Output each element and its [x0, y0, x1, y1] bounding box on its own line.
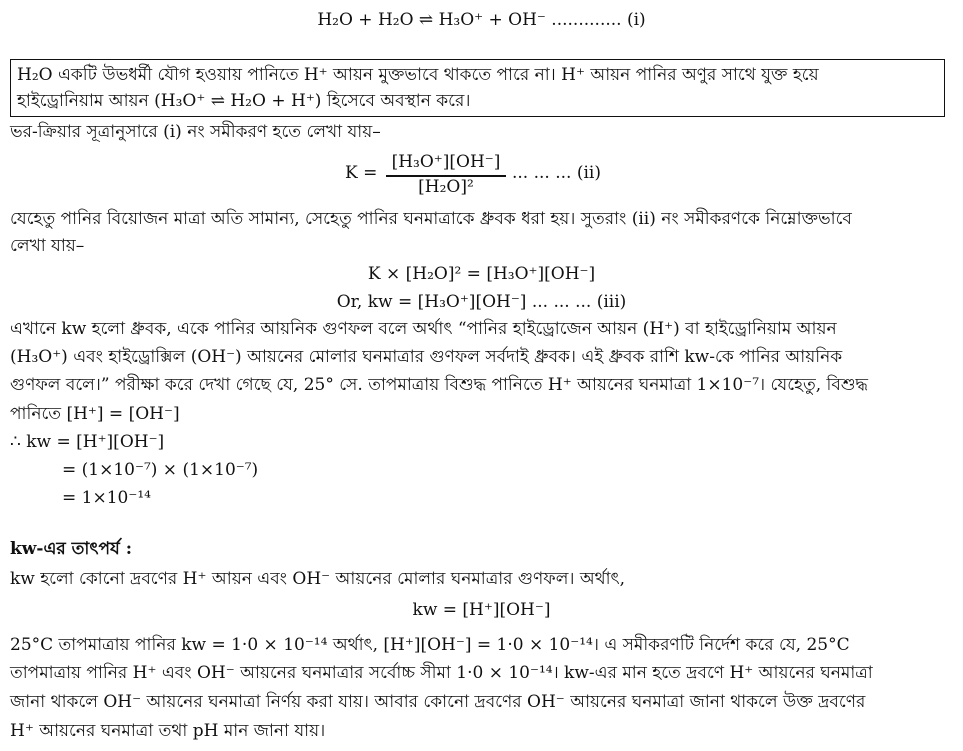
paragraph-3-line-4: পানিতে [H⁺] = [OH⁻] [10, 404, 180, 424]
calc-line-3: = 1×10⁻¹⁴ [62, 488, 151, 508]
section-heading: kw-এর তাৎপর্য : [10, 539, 132, 559]
paragraph-3-line-3: গুণফল বলে।” পরীক্ষা করে দেখা গেছে যে, 25° সে. তাপমাত্রায় বিশুদ্ধ পানিতে H⁺ আয়নের ঘনমাত্রা 1×10⁻⁷। যেহেতু, বিশুদ্ধ [10, 375, 868, 395]
paragraph-5-line-4: H⁺ আয়নের ঘনমাত্রা তথা pH মান জানা যায়। [10, 721, 326, 741]
hydronium-note-box [10, 59, 945, 117]
paragraph-3-line-2: (H₃O⁺) এবং হাইড্রোক্সিল (OH⁻) আয়নের মোলার ঘনমাত্রার গুণফল সর্বদাই ধ্রুবক। এই ধ্রুবক রাশি kw-কে পানির আয়নিক [10, 347, 843, 367]
paragraph-2-line-2: লেখা যায়– [10, 236, 85, 256]
equation-ii [0, 148, 963, 204]
paragraph-5-line-2: তাপমাত্রায় পানির H⁺ এবং OH⁻ আয়নের ঘনমাত্রার সর্বোচ্চ সীমা 1·0 × 10⁻¹⁴। kw-এর মান হতে দ্রবণে H⁺ আয়নের ঘনমাত্রা [10, 663, 873, 683]
equation-ii-numerator: [H₃O⁺][OH⁻] [391, 152, 501, 172]
box-line-2: হাইড্রোনিয়াম আয়ন (H₃O⁺ ⇌ H₂O + H⁺) হিসেবে অবস্থান করে। [17, 91, 471, 111]
paragraph-5-line-1: 25°C তাপমাত্রায় পানির kw = 1·0 × 10⁻¹⁴ অর্থাৎ, [H⁺][OH⁻] = 1·0 × 10⁻¹⁴। এ সমীকরণটি নির্দেশ করে যে, 25°C [10, 635, 850, 655]
paragraph-4: kw হলো কোনো দ্রবণের H⁺ আয়ন এবং OH⁻ আয়নের মোলার ঘনমাত্রার গুণফল। অর্থাৎ, [10, 569, 625, 589]
equation-ii-tag: ... ... ... (ii) [512, 163, 601, 183]
equation-i: H₂O + H₂O ⇌ H₃O⁺ + OH⁻ ............. (i) [317, 10, 646, 30]
calc-line-1: ∴ kw = [H⁺][OH⁻] [10, 432, 165, 452]
equation-iii-a: K × [H₂O]² = [H₃O⁺][OH⁻] [367, 264, 596, 284]
equation-iii-b: Or, kw = [H₃O⁺][OH⁻] ... ... ... (iii) [336, 292, 627, 312]
calc-line-2: = (1×10⁻⁷) × (1×10⁻⁷) [62, 460, 259, 480]
equation-kw: kw = [H⁺][OH⁻] [412, 600, 551, 620]
equation-ii-lhs: K = [345, 163, 378, 183]
mass-action-intro: ভর-ক্রিয়ার সূত্রানুসারে (i) নং সমীকরণ হতে লেখা যায়– [10, 122, 381, 142]
box-line-1: H₂O একটি উভধর্মী যৌগ হওয়ায় পানিতে H⁺ আয়ন মুক্তভাবে থাকতে পারে না। H⁺ আয়ন পানির অণুর সাথে যুক্ত হয়ে [17, 65, 819, 85]
paragraph-5-line-3: জানা থাকলে OH⁻ আয়নের ঘনমাত্রা নির্ণয় করা যায়। আবার কোনো দ্রবণের OH⁻ আয়নের ঘনমাত্রা জানা থাকলে উক্ত দ্রবণের [10, 692, 866, 712]
paragraph-2-line-1: যেহেতু পানির বিয়োজন মাত্রা অতি সামান্য, সেহেতু পানির ঘনমাত্রাকে ধ্রুবক ধরা হয়। সুতরাং (ii) নং সমীকরণকে নিম্নোক্তভাবে [10, 209, 852, 229]
equation-ii-denominator: [H₂O]² [418, 177, 474, 197]
paragraph-3-line-1: এখানে kw হলো ধ্রুবক, একে পানির আয়নিক গুণফল বলে অর্থাৎ “পানির হাইড্রোজেন আয়ন (H⁺) বা হাইড্রোনিয়াম আয়ন [10, 319, 837, 339]
